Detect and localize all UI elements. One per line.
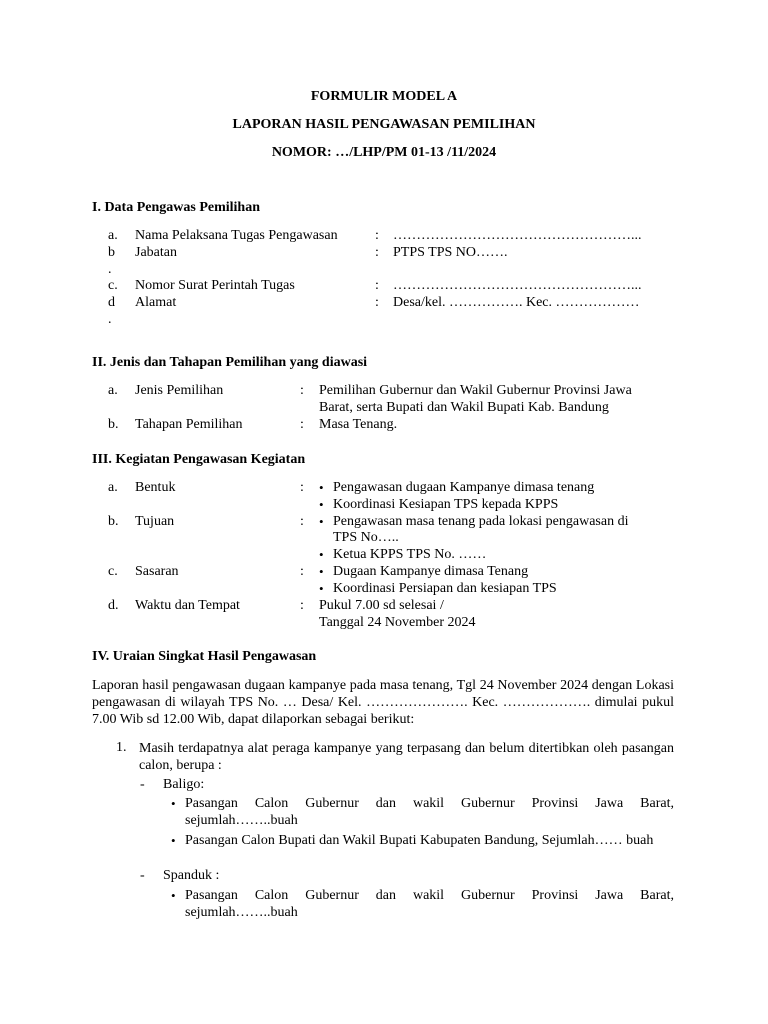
s1-row-b-colon: : [375, 245, 379, 260]
s1-row-a-colon: : [375, 228, 379, 243]
s3-d-label: Waktu dan Tempat [135, 598, 240, 613]
s4-baligo-dash: - [140, 777, 145, 792]
report-title: LAPORAN HASIL PENGAWASAN PEMILIHAN [232, 117, 536, 132]
s3-b-bullet-1-cont: TPS No….. [333, 530, 399, 545]
form-title: FORMULIR MODEL A [310, 89, 458, 104]
s3-a-bullet-1: • Pengawasan dugaan Kampanye dimasa tenang [333, 480, 594, 496]
s3-b-bullet-2: • Ketua KPPS TPS No. …… [333, 547, 486, 563]
s3-b-label: Tujuan [135, 514, 175, 529]
s1-row-c-value: ……………………………………………... [393, 278, 642, 293]
s4-item-1-text: Masih terdapatnya alat peraga kampanye yang terpasang dan belum ditertibkan oleh pasangan calon, berupa : [139, 741, 674, 773]
s1-row-b-letter: b [108, 245, 115, 260]
s4-item-1-number: 1. [116, 740, 127, 755]
s3-b-bullet-1: • Pengawasan masa tenang pada lokasi pengawasan di [333, 514, 628, 530]
s2-a-colon: : [300, 383, 304, 398]
s1-row-d-colon: : [375, 295, 379, 310]
s3-c-bullet-1: • Dugaan Kampanye dimasa Tenang [333, 564, 528, 580]
section-4-title: IV. Uraian Singkat Hasil Pengawasan [92, 649, 317, 664]
s4-spanduk-dash: - [140, 868, 145, 883]
s3-d-value-1: Pukul 7.00 sd selesai / [319, 598, 444, 613]
s3-d-value-2: Tanggal 24 November 2024 [319, 615, 476, 630]
s3-a-bullet-2: • Koordinasi Kesiapan TPS kepada KPPS [333, 497, 558, 513]
s1-row-b-label: Jabatan [135, 245, 177, 260]
s1-row-a-value: ……………………………………………... [393, 228, 642, 243]
s4-paragraph: Laporan hasil pengawasan dugaan kampanye pada masa tenang, Tgl 24 November 2024 dengan Lokasi pengawasan di wilayah TPS No. … Desa/ Kel. …………………. Kec. ………………. dimulai pukul 7.00 Wib sd 12.00 Wib, dapat dilaporkan sebagai berikut: [92, 678, 674, 727]
s2-a-value-1: Pemilihan Gubernur dan Wakil Gubernur Provinsi Jawa [319, 383, 632, 398]
s1-row-b-value: PTPS TPS NO……. [393, 245, 508, 260]
s1-row-d-label: Alamat [135, 295, 177, 310]
section-3-title: III. Kegiatan Pengawasan Kegiatan [92, 452, 306, 467]
s2-b-value: Masa Tenang. [319, 417, 398, 432]
s1-row-a-letter: a. [108, 228, 118, 243]
s3-c-bullet-2: • Koordinasi Persiapan dan kesiapan TPS [333, 581, 557, 597]
s3-d-colon: : [300, 598, 304, 613]
s1-row-c-label: Nomor Surat Perintah Tugas [135, 278, 295, 293]
s1-row-d-dot: . [108, 312, 112, 327]
s4-spanduk-label: Spanduk : [163, 868, 220, 883]
s1-row-d-value: Desa/kel. ……………. Kec. ……………… [393, 295, 640, 310]
s1-row-c-letter: c. [108, 278, 118, 293]
s1-row-a-label: Nama Pelaksana Tugas Pengawasan [135, 228, 338, 243]
s4-baligo-bullet-1: • Pasangan Calon Gubernur dan wakil Gubernur Provinsi Jawa Barat, sejumlah……..buah [185, 795, 674, 829]
s2-b-letter: b. [108, 417, 119, 432]
s4-baligo-bullet-2: • Pasangan Calon Bupati dan Wakil Bupati Kabupaten Bandung, Sejumlah…… buah [185, 832, 674, 849]
s2-a-letter: a. [108, 383, 118, 398]
s1-row-d-letter: d [108, 295, 115, 310]
s3-c-colon: : [300, 564, 304, 579]
s4-baligo-label: Baligo: [163, 777, 205, 792]
s3-a-colon: : [300, 480, 304, 495]
s3-c-letter: c. [108, 564, 118, 579]
s3-b-letter: b. [108, 514, 119, 529]
section-2-title: II. Jenis dan Tahapan Pemilihan yang diawasi [92, 355, 368, 370]
section-1-title: I. Data Pengawas Pemilihan [92, 200, 260, 215]
s2-b-colon: : [300, 417, 304, 432]
s3-a-label: Bentuk [135, 480, 176, 495]
s3-d-letter: d. [108, 598, 119, 613]
s2-a-label: Jenis Pemilihan [135, 383, 224, 398]
s3-b-colon: : [300, 514, 304, 529]
s3-a-letter: a. [108, 480, 118, 495]
s3-c-label: Sasaran [135, 564, 179, 579]
report-number: NOMOR: …/LHP/PM 01-13 /11/2024 [271, 145, 497, 160]
s2-a-value-2: Barat, serta Bupati dan Wakil Bupati Kab. Bandung [319, 400, 609, 415]
s2-b-label: Tahapan Pemilihan [135, 417, 243, 432]
s4-spanduk-bullet-1: • Pasangan Calon Gubernur dan wakil Gubernur Provinsi Jawa Barat, sejumlah……..buah [185, 887, 674, 921]
s1-row-b-dot: . [108, 262, 112, 277]
s1-row-c-colon: : [375, 278, 379, 293]
